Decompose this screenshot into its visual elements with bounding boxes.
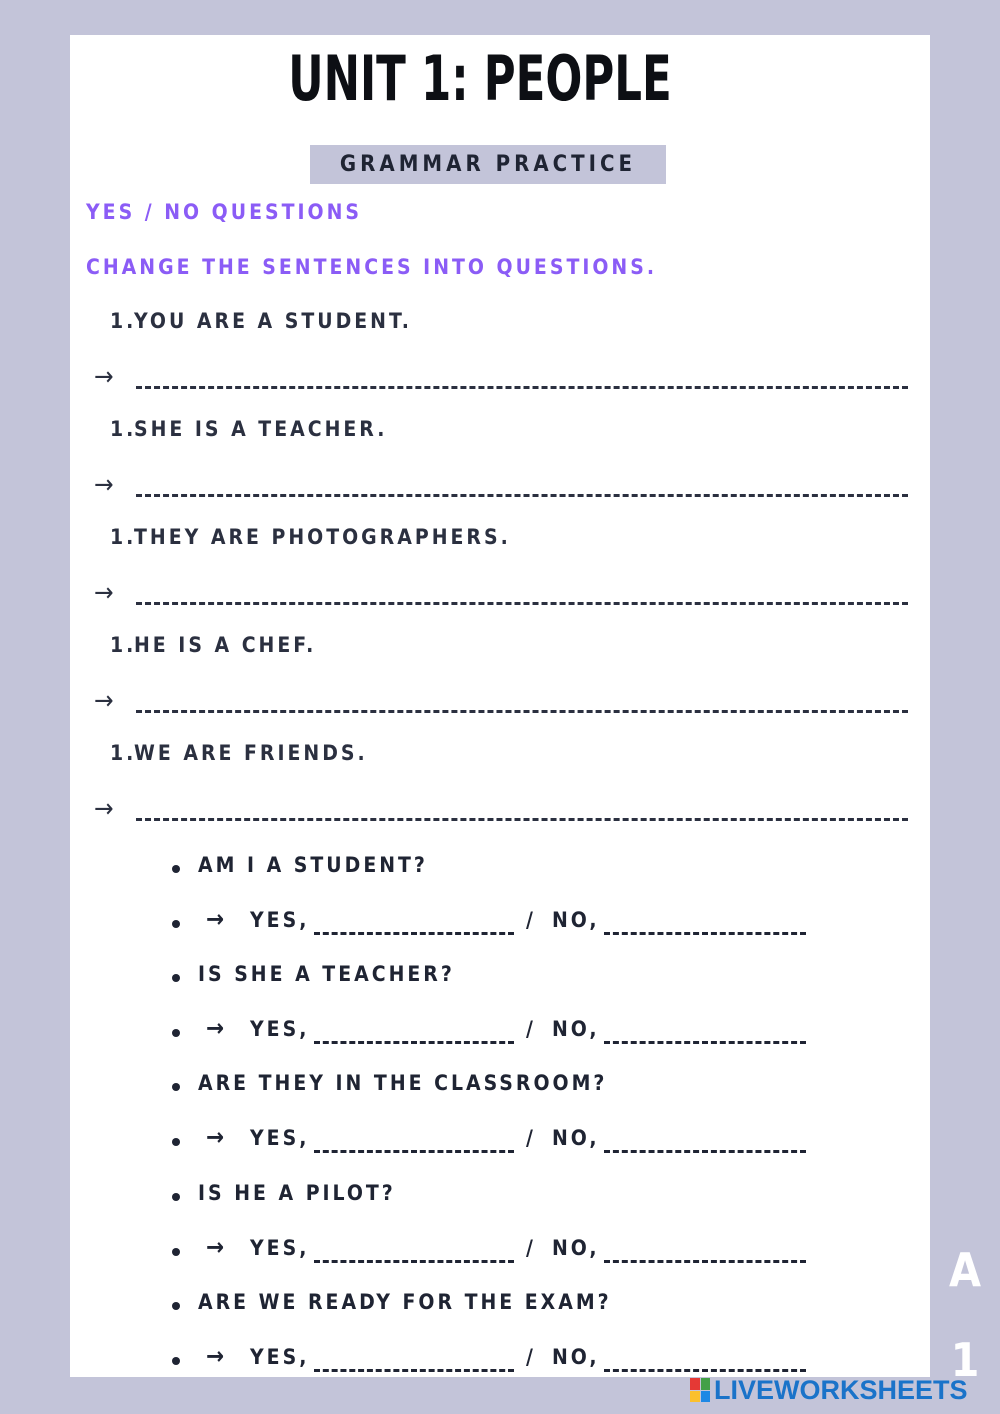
- question-item: [172, 853, 872, 889]
- yes-answer-blank[interactable]: [314, 1150, 514, 1153]
- sentence-text: YOU ARE A STUDENT.: [134, 309, 412, 333]
- bullet-icon: [172, 1357, 180, 1365]
- arrow-icon: →: [206, 1123, 228, 1151]
- short-answer-row: [172, 1014, 872, 1053]
- subtitle: GRAMMAR PRACTICE: [339, 152, 637, 177]
- sentence-number: 1.: [110, 309, 137, 333]
- yes-label: YES,: [250, 1017, 310, 1041]
- arrow-icon: →: [94, 794, 114, 824]
- section-heading: YES / NO QUESTIONS: [86, 200, 362, 224]
- question-item: [172, 1071, 872, 1107]
- bullet-icon: [172, 1302, 180, 1310]
- question-item: [172, 1290, 872, 1326]
- yes-label: YES,: [250, 1236, 310, 1260]
- liveworksheets-logo-icon: [690, 1378, 710, 1402]
- bullet-icon: [172, 1083, 180, 1091]
- answer-line[interactable]: [94, 684, 914, 724]
- sentence-number: 1.: [110, 633, 137, 657]
- arrow-icon: →: [94, 362, 114, 392]
- arrow-icon: →: [94, 470, 114, 500]
- sentence-text: THEY ARE PHOTOGRAPHERS.: [134, 525, 511, 549]
- answer-line[interactable]: [94, 576, 914, 616]
- sentence-item: [110, 309, 412, 333]
- answer-blank[interactable]: [136, 818, 908, 821]
- sentence-item: [110, 633, 316, 657]
- no-answer-blank[interactable]: [604, 1260, 806, 1263]
- answer-blank[interactable]: [136, 494, 908, 497]
- no-answer-blank[interactable]: [604, 932, 806, 935]
- question-text: AM I A STUDENT?: [198, 853, 428, 877]
- no-label: NO,: [552, 1236, 600, 1260]
- sentence-item: [110, 741, 368, 765]
- sentence-item: [110, 525, 511, 549]
- slash-separator: /: [526, 1126, 536, 1150]
- sentence-number: 1.: [110, 741, 137, 765]
- bullet-icon: [172, 1193, 180, 1201]
- bullet-icon: [172, 974, 180, 982]
- slash-separator: /: [526, 1236, 536, 1260]
- liveworksheets-logo[interactable]: [690, 1374, 968, 1406]
- answer-blank[interactable]: [136, 386, 908, 389]
- bullet-icon: [172, 1029, 180, 1037]
- slash-separator: /: [526, 908, 536, 932]
- short-answer-row: [172, 1123, 872, 1162]
- question-text: ARE WE READY FOR THE EXAM?: [198, 1290, 612, 1314]
- answer-line[interactable]: [94, 360, 914, 400]
- yes-answer-blank[interactable]: [314, 1260, 514, 1263]
- arrow-icon: →: [94, 686, 114, 716]
- question-item: [172, 962, 872, 998]
- no-answer-blank[interactable]: [604, 1369, 806, 1372]
- sentence-number: 1.: [110, 417, 137, 441]
- yes-label: YES,: [250, 908, 310, 932]
- no-label: NO,: [552, 908, 600, 932]
- short-answer-row: [172, 905, 872, 944]
- arrow-icon: →: [206, 1342, 228, 1370]
- no-label: NO,: [552, 1345, 600, 1369]
- answer-line[interactable]: [94, 792, 914, 832]
- sentence-text: SHE IS A TEACHER.: [134, 417, 388, 441]
- yes-answer-blank[interactable]: [314, 1369, 514, 1372]
- arrow-icon: →: [206, 1233, 228, 1261]
- sentence-number: 1.: [110, 525, 137, 549]
- level-letter: A: [948, 1243, 982, 1297]
- yes-answer-blank[interactable]: [314, 932, 514, 935]
- no-answer-blank[interactable]: [604, 1150, 806, 1153]
- no-label: NO,: [552, 1017, 600, 1041]
- arrow-icon: →: [206, 905, 228, 933]
- question-text: ARE THEY IN THE CLASSROOM?: [198, 1071, 608, 1095]
- yes-label: YES,: [250, 1345, 310, 1369]
- slash-separator: /: [526, 1017, 536, 1041]
- bullet-icon: [172, 920, 180, 928]
- sentence-item: [110, 417, 387, 441]
- arrow-icon: →: [94, 578, 114, 608]
- arrow-icon: →: [206, 1014, 228, 1042]
- question-text: IS HE A PILOT?: [198, 1181, 396, 1205]
- bullet-icon: [172, 865, 180, 873]
- answer-blank[interactable]: [136, 602, 908, 605]
- no-answer-blank[interactable]: [604, 1041, 806, 1044]
- answer-blank[interactable]: [136, 710, 908, 713]
- answer-line[interactable]: [94, 468, 914, 508]
- bullet-icon: [172, 1138, 180, 1146]
- bullet-icon: [172, 1248, 180, 1256]
- question-text: IS SHE A TEACHER?: [198, 962, 455, 986]
- question-item: [172, 1181, 872, 1217]
- sentence-text: WE ARE FRIENDS.: [134, 741, 368, 765]
- yes-answer-blank[interactable]: [314, 1041, 514, 1044]
- short-answer-row: [172, 1233, 872, 1272]
- instruction: CHANGE THE SENTENCES INTO QUESTIONS.: [86, 255, 658, 279]
- no-label: NO,: [552, 1126, 600, 1150]
- slash-separator: /: [526, 1345, 536, 1369]
- sentence-text: HE IS A CHEF.: [134, 633, 317, 657]
- logo-text: LIVEWORKSHEETS: [714, 1374, 968, 1405]
- yes-label: YES,: [250, 1126, 310, 1150]
- level-number: 1: [950, 1333, 980, 1387]
- page-title: UNIT 1: PEOPLE: [288, 42, 672, 115]
